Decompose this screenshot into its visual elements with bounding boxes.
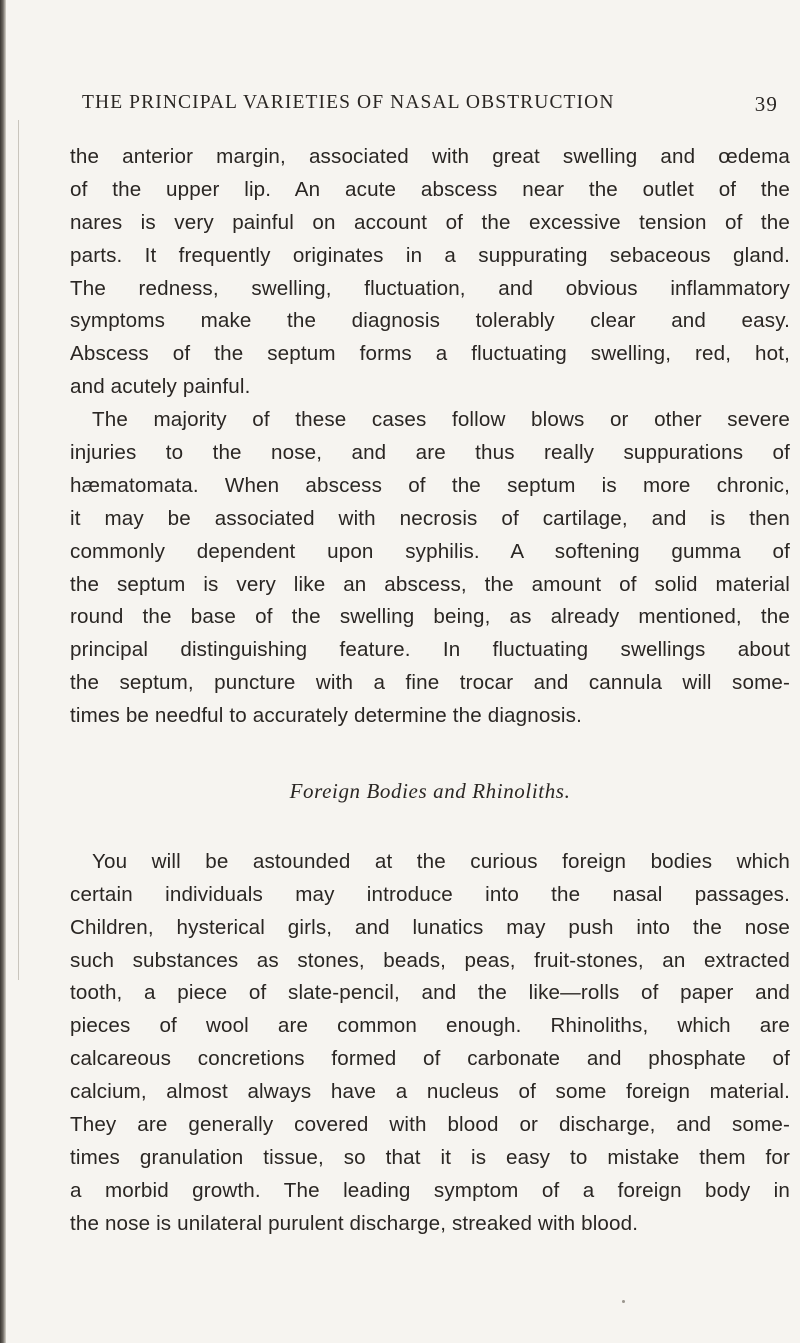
running-head: [56, 92, 786, 122]
text-line: hæmatomata. When abscess of the septum is more chronic,: [70, 473, 790, 497]
text-line: certain individuals may introduce into the nasal passages.: [70, 882, 790, 906]
text-line: it may be associated with necrosis of cartilage, and is then: [70, 506, 790, 530]
text-line: such substances as stones, beads, peas, fruit-stones, an extracted: [70, 948, 790, 972]
text-line: symptoms make the diagnosis tolerably clear and easy.: [70, 309, 790, 333]
text-line: of the upper lip. An acute abscess near the outlet of the: [70, 177, 790, 201]
body-text: [70, 141, 790, 1241]
paragraph-1: [70, 141, 790, 404]
text-line: The redness, swelling, fluctuation, and obvious inflammatory: [70, 276, 790, 300]
book-page: [56, 0, 790, 1343]
text-line: times granulation tissue, so that it is easy to mistake them for: [70, 1145, 790, 1169]
book-spine-shadow: [0, 0, 6, 1343]
paragraph-2: [70, 404, 790, 733]
paragraph-3: [70, 846, 790, 1241]
text-line: You will be astounded at the curious foreign bodies which: [92, 849, 790, 873]
text-line: the anterior margin, associated with great swelling and œdema: [70, 145, 790, 168]
text-line: a morbid growth. The leading symptom of a foreign body in: [70, 1178, 790, 1202]
text-line: the septum is very like an abscess, the amount of solid material: [70, 572, 790, 596]
running-head-title: THE PRINCIPAL VARIETIES OF NASAL OBSTRUCTION: [82, 92, 615, 113]
text-line: round the base of the swelling being, as already mentioned, the: [70, 605, 790, 629]
text-line: times be needful to accurately determine the diagnosis.: [70, 704, 582, 728]
text-line: parts. It frequently originates in a suppurating sebaceous gland.: [70, 243, 790, 267]
text-line: Abscess of the septum forms a fluctuating swelling, red, hot,: [70, 342, 790, 366]
text-line: principal distinguishing feature. In fluctuating swellings about: [70, 638, 790, 662]
text-line: pieces of wool are common enough. Rhinoliths, which are: [70, 1014, 790, 1038]
text-line: nares is very painful on account of the excessive tension of the: [70, 210, 790, 234]
text-line: injuries to the nose, and are thus really suppurations of: [70, 441, 790, 465]
paper-speck: [622, 1300, 625, 1303]
text-line: and acutely painful.: [70, 375, 251, 399]
text-line: They are generally covered with blood or discharge, and some-: [70, 1113, 790, 1137]
text-line: Children, hysterical girls, and lunatics may push into the nose: [70, 915, 790, 939]
text-line: calcium, almost always have a nucleus of some foreign material.: [70, 1080, 790, 1104]
text-line: The majority of these cases follow blows or other severe: [92, 408, 790, 432]
gutter-line: [18, 120, 19, 980]
text-line: the nose is unilateral purulent discharge, streaked with blood.: [70, 1211, 639, 1235]
text-line: commonly dependent upon syphilis. A softening gumma of: [70, 539, 790, 563]
text-line: calcareous concretions formed of carbonate and phosphate of: [70, 1047, 790, 1071]
text-line: tooth, a piece of slate-pencil, and the like—rolls of paper and: [70, 981, 790, 1005]
page-number: 39: [754, 92, 778, 116]
section-heading: Foreign Bodies and Rhinoliths.: [289, 779, 571, 804]
text-line: the septum, puncture with a fine trocar and cannula will some-: [70, 671, 790, 695]
